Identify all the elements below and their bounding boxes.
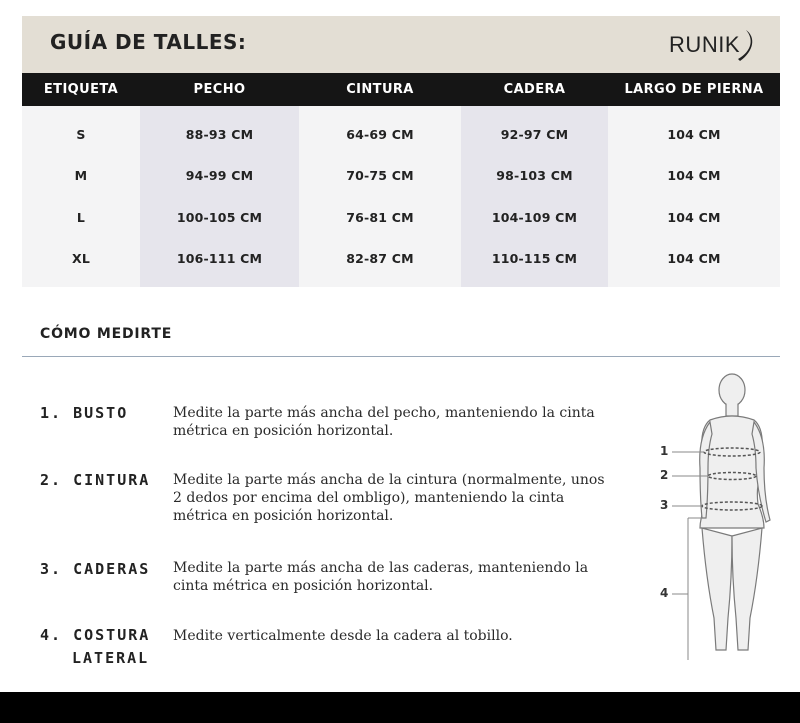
figure-number-2: 2 (660, 468, 669, 482)
brand-swoosh-icon (734, 27, 756, 63)
column-largo-de-pierna (608, 106, 780, 287)
column-pecho (140, 106, 299, 287)
column-header-largo-de-pierna: LARGO DE PIERNA (624, 82, 764, 97)
footer-bar (0, 692, 800, 723)
step-label-costura-line2: LATERAL (72, 649, 150, 667)
brand-logo (669, 26, 756, 64)
column-header-pecho: PECHO (193, 82, 246, 97)
table-cell: 76-81 CM (346, 209, 414, 225)
step-desc-caderas: Medite la parte más ancha de las caderas, manteniendo la cinta métrica en posición horizontal. (173, 560, 589, 594)
table-cell: M (74, 168, 88, 184)
step-desc-busto: Medite la parte más ancha del pecho, manteniendo la cinta métrica en posición horizontal. (173, 405, 595, 439)
brand-name: RUNIK (669, 32, 740, 57)
section-title-como-medirte: CÓMO MEDIRTE (40, 326, 173, 342)
figure-number-3: 3 (660, 498, 669, 512)
table-cell: 70-75 CM (346, 168, 414, 184)
section-divider (22, 356, 780, 357)
column-header-cintura: CINTURA (346, 82, 414, 97)
body-measurement-figure (650, 368, 780, 668)
step-label-busto: 1. BUSTO (40, 404, 129, 422)
body-silhouette-icon (650, 368, 780, 668)
table-cell: 82-87 CM (346, 251, 414, 267)
column-cadera (461, 106, 608, 287)
column-header-etiqueta: ETIQUETA (43, 82, 119, 97)
table-cell: 106-111 CM (176, 251, 263, 267)
figure-number-1: 1 (660, 444, 669, 458)
table-cell: 104 CM (667, 209, 721, 225)
table-cell: 98-103 CM (496, 168, 573, 184)
step-label-caderas: 3. CADERAS (40, 560, 151, 578)
table-cell: 94-99 CM (185, 168, 254, 184)
column-etiqueta (22, 106, 140, 287)
table-cell: L (76, 209, 86, 225)
page-title: GUÍA DE TALLES: (50, 30, 247, 54)
table-cell: 104 CM (667, 168, 721, 184)
step-desc-costura: Medite verticalmente desde la cadera al tobillo. (173, 628, 513, 644)
table-cell: XL (71, 251, 90, 267)
column-cintura (299, 106, 461, 287)
table-cell: 104 CM (667, 251, 721, 267)
table-cell: 88-93 CM (185, 127, 254, 143)
table-cell: 104 CM (667, 127, 721, 143)
step-desc-cintura: Medite la parte más ancha de la cintura (normalmente, unos 2 dedos por encima del ombligo), manteniendo la cinta métrica en posición horizontal. (173, 472, 605, 524)
table-cell: S (76, 127, 86, 143)
header-band (22, 16, 780, 73)
table-cell: 64-69 CM (346, 127, 414, 143)
figure-number-4: 4 (660, 586, 669, 600)
table-cell: 100-105 CM (176, 209, 263, 225)
size-table-body (22, 106, 780, 287)
table-cell: 104-109 CM (491, 209, 578, 225)
table-cell: 92-97 CM (500, 127, 569, 143)
step-label-costura: 4. COSTURA (40, 626, 151, 644)
step-label-cintura: 2. CINTURA (40, 471, 151, 489)
column-header-cadera: CADERA (503, 82, 566, 97)
table-cell: 110-115 CM (491, 251, 578, 267)
size-table-header (22, 73, 780, 106)
